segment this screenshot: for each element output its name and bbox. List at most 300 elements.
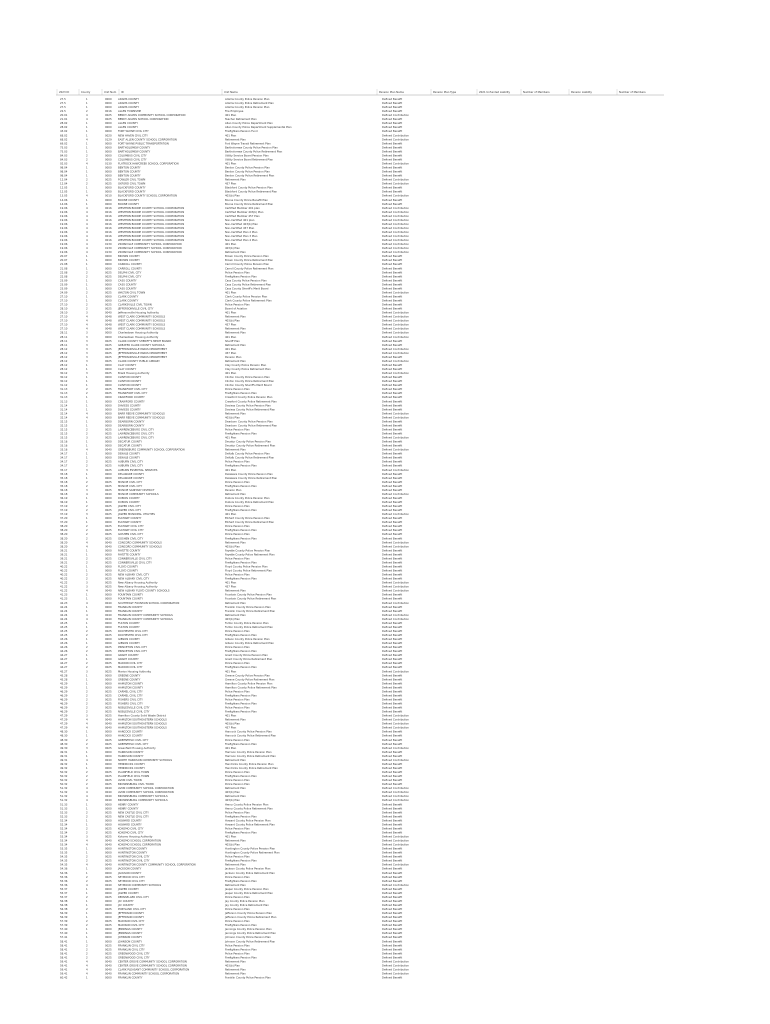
table-cell: Hamilton County Police Pension Plan bbox=[225, 682, 273, 686]
table-cell: FORT WAYNE PUBLIC TRANSPORTATION bbox=[118, 142, 169, 146]
table-cell: GOSHEN CIVIL CITY bbox=[118, 537, 144, 541]
table-cell: Defined Benefit bbox=[382, 521, 403, 525]
table-row bbox=[60, 230, 409, 234]
table-cell: Defined Benefit bbox=[382, 827, 403, 831]
table-cell: Daviess County Police Pension Plan bbox=[225, 404, 271, 408]
table-cell: 02.03 bbox=[60, 162, 68, 166]
table-cell: 1 bbox=[86, 267, 88, 271]
table-cell: Defined Benefit bbox=[382, 533, 403, 537]
table-cell: 0000 bbox=[105, 686, 112, 690]
table-row bbox=[60, 839, 409, 843]
table-cell: 4 bbox=[86, 795, 88, 799]
table-cell: 457 Plan bbox=[225, 585, 237, 589]
table-cell: Retirement Plan bbox=[225, 492, 246, 496]
table-cell: 48.30 bbox=[60, 730, 68, 734]
table-row bbox=[60, 951, 402, 955]
table-cell: Defined Benefit bbox=[382, 102, 403, 106]
table-row bbox=[60, 782, 402, 786]
table-cell: 0025 bbox=[105, 464, 112, 468]
table-cell: 1 bbox=[86, 150, 88, 154]
table-cell: 0000 bbox=[105, 932, 112, 936]
table-cell: 0000 bbox=[105, 287, 112, 291]
table-cell: FRANKLIN COUNTY COMMUNITY SCHOOLS bbox=[118, 613, 173, 617]
table-row bbox=[60, 391, 402, 395]
table-cell: Certified Member 403(b) Plan bbox=[225, 210, 264, 214]
table-cell: MUNCIE SANITARY DISTRICT bbox=[118, 488, 155, 492]
table-cell: 2 bbox=[86, 944, 88, 948]
table-cell: Defined Benefit bbox=[382, 662, 403, 666]
table-cell: 1 bbox=[86, 940, 88, 944]
table-cell: AUBURN CIVIL CITY bbox=[118, 464, 144, 468]
table-cell: 34.17 bbox=[60, 464, 68, 468]
table-cell: Firefighters Pension Plan bbox=[225, 924, 257, 928]
table-row bbox=[60, 552, 402, 556]
table-cell: 0040 bbox=[105, 448, 112, 452]
table-cell: Hancock County Police Retirement Plan bbox=[225, 734, 277, 738]
table-cell: 0000 bbox=[105, 380, 112, 384]
table-cell: Defined Benefit bbox=[382, 577, 403, 581]
table-cell: Pension Plan bbox=[225, 488, 242, 492]
table-cell: ELKHART CIVIL CITY bbox=[118, 525, 144, 529]
table-cell: 0000 bbox=[105, 420, 112, 424]
table-cell: Utility Service Board Pension Plan bbox=[225, 154, 269, 158]
table-cell: 2 bbox=[86, 505, 88, 509]
table-cell: AUBURN CIVIL CITY bbox=[118, 460, 144, 464]
table-cell: 2 bbox=[86, 484, 88, 488]
table-cell: 0000 bbox=[105, 174, 112, 178]
table-cell: Carroll County Police Retirement Plan bbox=[225, 267, 274, 271]
table-cell: 52.34 bbox=[60, 831, 68, 835]
table-cell: 0025 bbox=[105, 275, 112, 279]
table-cell: 32.15 bbox=[60, 420, 68, 424]
table-cell: Defined Benefit bbox=[382, 396, 403, 400]
table-cell: Floyd County Police Retirement Plan bbox=[225, 569, 272, 573]
table-cell: New Albany Housing Authority bbox=[118, 581, 158, 585]
table-row bbox=[60, 508, 402, 512]
table-cell: 52.34 bbox=[60, 823, 68, 827]
table-row bbox=[60, 299, 402, 303]
table-cell: 2 bbox=[86, 855, 88, 859]
table-cell: 0000 bbox=[105, 186, 112, 190]
table-cell: 12.04 bbox=[60, 178, 68, 182]
table-cell: 35.17 bbox=[60, 468, 68, 472]
table-cell: 0000 bbox=[105, 440, 112, 444]
table-cell: 36.18 bbox=[60, 492, 68, 496]
table-row bbox=[60, 367, 402, 371]
table-cell: FAYETTE COUNTY bbox=[118, 553, 141, 557]
table-cell: Benton County Police Pension Plan bbox=[225, 166, 270, 170]
table-cell: 35.18 bbox=[60, 480, 68, 484]
table-cell: 0016 bbox=[105, 206, 112, 210]
table-cell: Pension Plan bbox=[225, 355, 242, 359]
table-cell: Police Pension Plan bbox=[225, 738, 250, 742]
table-cell: Defined Benefit bbox=[382, 275, 403, 279]
table-cell: Clinton County Sheriff's Merit Board bbox=[225, 384, 272, 388]
table-cell: 4 bbox=[86, 118, 88, 122]
table-cell: Police Pension Plan bbox=[225, 690, 250, 694]
table-cell: 1 bbox=[86, 887, 88, 891]
table-cell: Defined Benefit bbox=[382, 944, 403, 948]
table-cell: Blackford County Police Pension Plan bbox=[225, 186, 273, 190]
table-cell: Defined Benefit bbox=[382, 573, 403, 577]
table-cell: HENDRICKS COUNTY bbox=[118, 762, 145, 766]
table-cell: Defined Benefit bbox=[382, 388, 403, 392]
table-cell: BARTHOLOMEW COUNTY bbox=[118, 150, 151, 154]
table-cell: Retirement Plan bbox=[225, 541, 246, 545]
table-cell: BLACKFORD COUNTY SCHOOL CORPORATION bbox=[118, 194, 177, 198]
table-cell: Defined Benefit bbox=[382, 154, 403, 158]
table-row bbox=[60, 339, 402, 343]
table-cell: MADISON CIVIL CITY bbox=[118, 920, 145, 924]
table-cell: 19.06 bbox=[60, 239, 68, 243]
table-cell: 54.36 bbox=[60, 871, 68, 875]
table-cell: 21.01 bbox=[60, 118, 68, 122]
table-cell: 30.12 bbox=[60, 380, 68, 384]
table-cell: CASS COUNTY bbox=[118, 287, 137, 291]
table-cell: 1 bbox=[86, 126, 88, 130]
table-cell: Defined Benefit bbox=[382, 875, 403, 879]
table-cell: PLAINFIELD CIVIL TOWN bbox=[118, 771, 150, 775]
table-cell: 0000 bbox=[105, 416, 112, 420]
table-cell: 2 bbox=[86, 178, 88, 182]
table-cell: Defined Benefit bbox=[382, 666, 403, 670]
table-cell: 0000 bbox=[105, 642, 112, 646]
table-cell: ALLEN COUNTY bbox=[118, 126, 138, 130]
table-cell: 1 bbox=[86, 198, 88, 202]
table-cell: 0000 bbox=[105, 130, 112, 134]
table-cell: Firefighters Pension Plan bbox=[225, 742, 257, 746]
table-cell: 0000 bbox=[105, 122, 112, 126]
table-row bbox=[60, 307, 402, 311]
table-cell: Fort Wayne Transit Retirement Plan bbox=[225, 142, 271, 146]
table-cell: Grant County Police Pension Plan bbox=[225, 654, 268, 658]
table-cell: CARROLL COUNTY bbox=[118, 263, 142, 267]
table-row bbox=[60, 943, 402, 947]
table-cell: 0000 bbox=[105, 146, 112, 150]
table-cell: FAYETTE COUNTY bbox=[118, 549, 141, 553]
table-cell: 401 Plan bbox=[225, 372, 237, 376]
table-cell: 46.29 bbox=[60, 706, 68, 710]
table-cell: Defined Contribution bbox=[382, 972, 410, 976]
table-cell: 0025 bbox=[105, 859, 112, 863]
table-cell: Board of Aviation bbox=[225, 307, 248, 311]
table-cell: 0016 bbox=[105, 230, 112, 234]
table-cell: DeKalb County Police Pension Plan bbox=[225, 452, 270, 456]
table-cell: GREENWOOD CIVIL CITY bbox=[118, 952, 150, 956]
table-row bbox=[60, 794, 409, 798]
table-cell: Defined Benefit bbox=[382, 871, 403, 875]
table-cell: 1 bbox=[86, 363, 88, 367]
table-cell: AVON COMMUNITY SCHOOL CORPORATION bbox=[118, 791, 174, 795]
table-cell: CONCORD COMMUNITY SCHOOLS bbox=[118, 541, 162, 545]
table-cell: 27.5 bbox=[60, 98, 66, 101]
table-row bbox=[60, 859, 402, 863]
table-row bbox=[60, 198, 402, 202]
table-cell: 28.10 bbox=[60, 307, 68, 311]
table-cell: JASPER CIVIL CITY bbox=[118, 509, 142, 513]
table-row bbox=[60, 423, 402, 427]
table-cell: Defined Benefit bbox=[382, 496, 403, 500]
table-cell: 1 bbox=[86, 279, 88, 283]
table-cell: 0000 bbox=[105, 621, 112, 625]
table-cell: Non-Certified 457 Plan bbox=[225, 226, 255, 230]
table-cell: 28.11 bbox=[60, 343, 68, 347]
table-cell: WESTERN BOONE COUNTY SCHOOL CORPORATION bbox=[118, 210, 185, 214]
table-cell: Defined Contribution bbox=[382, 226, 410, 230]
table-row bbox=[60, 492, 409, 496]
table-cell: 59.41 bbox=[60, 964, 68, 968]
table-row bbox=[60, 657, 402, 661]
table-row bbox=[60, 976, 402, 980]
table-row bbox=[60, 206, 409, 210]
table-cell: 38.20 bbox=[60, 537, 68, 541]
table-cell: 4 bbox=[86, 863, 88, 867]
table-row bbox=[60, 722, 409, 726]
table-cell: 0040 bbox=[105, 589, 112, 593]
table-cell: 0000 bbox=[105, 267, 112, 271]
table-cell: FULTON COUNTY bbox=[118, 621, 140, 625]
table-cell: DEARBORN COUNTY bbox=[118, 424, 145, 428]
table-cell: 401 Plan bbox=[225, 468, 237, 472]
table-cell: JASPER MUNICIPAL UTILITIES bbox=[118, 513, 155, 517]
table-cell: 2 bbox=[86, 428, 88, 432]
table-cell: 1 bbox=[86, 569, 88, 573]
table-cell: Defined Contribution bbox=[382, 359, 410, 363]
table-cell: SEYMOUR CIVIL CITY bbox=[118, 879, 145, 883]
table-cell: 1 bbox=[86, 912, 88, 916]
table-cell: Defined Contribution bbox=[382, 230, 410, 234]
table-cell: WESTERN BOONE COUNTY SCHOOL CORPORATION bbox=[118, 230, 185, 234]
table-cell: Dubois County Police Pension Plan bbox=[225, 496, 270, 500]
table-row bbox=[60, 125, 402, 129]
table-cell: Johnson County Police Pension Plan bbox=[225, 936, 271, 940]
table-cell: 4 bbox=[86, 323, 88, 327]
table-cell: Retirement Plan bbox=[225, 315, 246, 319]
table-cell: 0000 bbox=[105, 190, 112, 194]
table-cell: BOONE COUNTY bbox=[118, 198, 140, 202]
table-cell: 3 bbox=[86, 359, 88, 363]
table-cell: Defined Contribution bbox=[382, 843, 410, 847]
table-cell: Defined Benefit bbox=[382, 186, 403, 190]
table-cell: 2 bbox=[86, 908, 88, 912]
table-cell: CRAWFORD COUNTY bbox=[118, 396, 145, 400]
table-cell: FOUNTAIN COUNTY bbox=[118, 593, 143, 597]
table-cell: 3 bbox=[86, 670, 88, 674]
table-cell: 1 bbox=[86, 190, 88, 194]
table-cell: 31.14 bbox=[60, 408, 68, 412]
table-cell: Defined Benefit bbox=[382, 525, 403, 529]
table-row bbox=[60, 323, 409, 327]
table-cell: Police Pension Plan bbox=[225, 875, 250, 879]
table-cell: 0000 bbox=[105, 867, 112, 871]
table-cell: 35.18 bbox=[60, 484, 68, 488]
table-cell: COLUMBUS CIVIL CITY bbox=[118, 154, 147, 158]
table-cell: BARR REEVE COMMUNITY SCHOOLS bbox=[118, 416, 165, 420]
table-cell: MADISON CIVIL CITY bbox=[118, 924, 145, 928]
table-cell: Retirement Plan bbox=[225, 343, 246, 347]
table-cell: Defined Contribution bbox=[382, 617, 410, 621]
table-cell: 0000 bbox=[105, 376, 112, 380]
table-cell: FRANKLIN COUNTY COMMUNITY SCHOOLS bbox=[118, 617, 173, 621]
table-cell: 28.12 bbox=[60, 351, 68, 355]
table-cell: 3 bbox=[86, 355, 88, 359]
table-row bbox=[60, 178, 409, 182]
table-cell: 1 bbox=[86, 605, 88, 609]
table-cell: 0000 bbox=[105, 553, 112, 557]
table-row bbox=[60, 105, 402, 109]
table-row bbox=[60, 742, 402, 746]
table-cell: 14.06 bbox=[60, 202, 68, 206]
table-row bbox=[60, 254, 402, 258]
table-cell: 2 bbox=[86, 275, 88, 279]
table-row bbox=[60, 355, 402, 359]
table-cell: Defined Contribution bbox=[382, 347, 410, 351]
table-cell: 0040 bbox=[105, 791, 112, 795]
table-cell: 4 bbox=[86, 726, 88, 730]
table-cell: 0000 bbox=[105, 936, 112, 940]
table-cell: 0000 bbox=[105, 404, 112, 408]
table-cell: 57.39 bbox=[60, 924, 68, 928]
table-cell: Defined Contribution bbox=[382, 670, 410, 674]
table-cell: 0025 bbox=[105, 509, 112, 513]
table-cell: 1 bbox=[86, 625, 88, 629]
table-cell: 54.35 bbox=[60, 863, 68, 867]
table-cell: 1 bbox=[86, 565, 88, 569]
table-cell: 1 bbox=[86, 928, 88, 932]
table-cell: 0000 bbox=[105, 549, 112, 553]
table-cell: Defined Benefit bbox=[382, 948, 403, 952]
table-cell: 1 bbox=[86, 122, 88, 126]
table-cell: CONNERSVILLE CIVIL CITY bbox=[118, 561, 152, 565]
table-cell: 55.37 bbox=[60, 895, 68, 899]
table-cell: Defined Benefit bbox=[382, 279, 403, 283]
table-cell: Jasper County Police Pension Plan bbox=[225, 887, 269, 891]
table-cell: ALLEN TOWNSHIP bbox=[118, 110, 142, 114]
table-row bbox=[60, 137, 409, 141]
table-cell: 4 bbox=[86, 545, 88, 549]
table-cell: Police Pension Plan bbox=[225, 811, 250, 815]
table-cell: Defined Benefit bbox=[382, 847, 403, 851]
table-row bbox=[60, 278, 402, 282]
table-cell: Defined Contribution bbox=[382, 372, 410, 376]
table-row bbox=[60, 226, 409, 230]
table-cell: Defined Benefit bbox=[382, 738, 403, 742]
table-cell: 0025 bbox=[105, 513, 112, 517]
table-cell: 27.10 bbox=[60, 327, 68, 331]
table-cell: 19.06 bbox=[60, 230, 68, 234]
table-cell: JENNINGS COUNTY bbox=[118, 932, 143, 936]
table-row bbox=[60, 524, 402, 528]
table-cell: 48.30 bbox=[60, 742, 68, 746]
table-cell: Cass County Police Retirement Plan bbox=[225, 283, 272, 287]
table-cell: 4 bbox=[86, 416, 88, 420]
table-row bbox=[60, 274, 402, 278]
table-cell: FISHERS CIVIL CITY bbox=[118, 702, 143, 706]
table-cell: NORTH HARRISON COMMUNITY SCHOOLS bbox=[118, 758, 173, 762]
table-cell: NEW CASTLE CIVIL CITY bbox=[118, 811, 149, 815]
table-cell: 0025 bbox=[105, 646, 112, 650]
table-row bbox=[60, 544, 409, 548]
table-cell: Johnson County Police Retirement Plan bbox=[225, 940, 276, 944]
table-cell: Police Pension Plan bbox=[225, 428, 250, 432]
table-cell: Floyd County Police Pension Plan bbox=[225, 565, 268, 569]
table-cell: 49.30 bbox=[60, 746, 68, 750]
table-cell: Firefighters Pension Plan bbox=[225, 529, 257, 533]
table-cell: JEFFERSONVILLE CIVIL CITY bbox=[118, 307, 154, 311]
table-cell: 0025 bbox=[105, 714, 112, 718]
table-row bbox=[60, 589, 409, 593]
table-cell: 14.06 bbox=[60, 198, 68, 202]
table-cell: 3 bbox=[86, 343, 88, 347]
table-cell: BENTON COUNTY bbox=[118, 166, 141, 170]
table-cell: Defined Benefit bbox=[382, 803, 403, 807]
table-cell: 0040 bbox=[105, 968, 112, 972]
table-cell: GREENSBURG COMMUNITY SCHOOL CORPORATION bbox=[118, 448, 185, 452]
table-cell: Defined Benefit bbox=[382, 122, 403, 126]
column-header: Pension Plan Type bbox=[433, 91, 457, 94]
table-row bbox=[60, 681, 402, 685]
table-cell: 403(b) Plan bbox=[225, 843, 240, 847]
table-cell: DAVIESS COUNTY bbox=[118, 408, 141, 412]
table-cell: Delaware County Police Pension Plan bbox=[225, 472, 273, 476]
table-cell: Fountain County Police Pension Plan bbox=[225, 593, 272, 597]
table-row bbox=[60, 883, 409, 887]
table-cell: 401 Plan bbox=[225, 714, 237, 718]
table-cell: DEARBORN COUNTY bbox=[118, 420, 145, 424]
table-cell: 32.15 bbox=[60, 432, 68, 436]
table-cell: 49.31 bbox=[60, 758, 68, 762]
table-cell: GREENFIELD CIVIL CITY bbox=[118, 742, 149, 746]
table-cell: Jennings County Police Retirement Plan bbox=[225, 932, 276, 936]
table-cell: 3 bbox=[86, 835, 88, 839]
table-cell: Defined Benefit bbox=[382, 891, 403, 895]
table-cell: Defined Benefit bbox=[382, 819, 403, 823]
table-cell: Defined Benefit bbox=[382, 908, 403, 912]
table-cell: 31.13 bbox=[60, 392, 68, 396]
table-cell: Retirement Plan bbox=[225, 758, 246, 762]
table-cell: OXFORD CIVIL TOWN bbox=[118, 182, 146, 186]
table-row bbox=[60, 911, 402, 915]
table-cell: Defined Contribution bbox=[382, 581, 410, 585]
table-cell: HENDRICKS COUNTY bbox=[118, 766, 145, 770]
table-cell: CLAY COUNTY bbox=[118, 368, 137, 372]
table-row bbox=[60, 697, 402, 701]
table-cell: Police Pension Plan bbox=[225, 271, 250, 275]
table-cell: 27.10 bbox=[60, 299, 68, 303]
table-cell: HUNTINGTON CIVIL CITY bbox=[118, 855, 150, 859]
table-cell: HAMILTON SOUTHEASTERN SCHOOLS bbox=[118, 722, 167, 726]
table-cell: GRANT COUNTY bbox=[118, 658, 139, 662]
table-cell: 28.11 bbox=[60, 331, 68, 335]
table-cell: Defined Contribution bbox=[382, 714, 410, 718]
table-cell: Defined Benefit bbox=[382, 267, 403, 271]
table-cell: 0000 bbox=[105, 807, 112, 811]
table-cell: Harrison County Police Retirement Plan bbox=[225, 754, 276, 758]
table-cell: 56.38 bbox=[60, 904, 68, 907]
table-cell: 55.36 bbox=[60, 883, 68, 887]
table-cell: Cass County Sheriff's Merit Board bbox=[225, 287, 269, 291]
table-cell: 0025 bbox=[105, 738, 112, 742]
table-cell: NEW CASTLE CIVIL CITY bbox=[118, 815, 149, 819]
table-cell: KOKOMO SCHOOL CORPORATION bbox=[118, 843, 161, 847]
table-cell: 401 Plan bbox=[225, 335, 237, 339]
table-cell: Defined Benefit bbox=[382, 553, 403, 557]
table-cell: 28.12 bbox=[60, 355, 68, 359]
table-cell: Defined Contribution bbox=[382, 182, 410, 186]
table-cell: Fountain County Police Retirement Plan bbox=[225, 597, 277, 601]
table-cell: 50.32 bbox=[60, 775, 68, 779]
table-cell: Defined Benefit bbox=[382, 597, 403, 601]
